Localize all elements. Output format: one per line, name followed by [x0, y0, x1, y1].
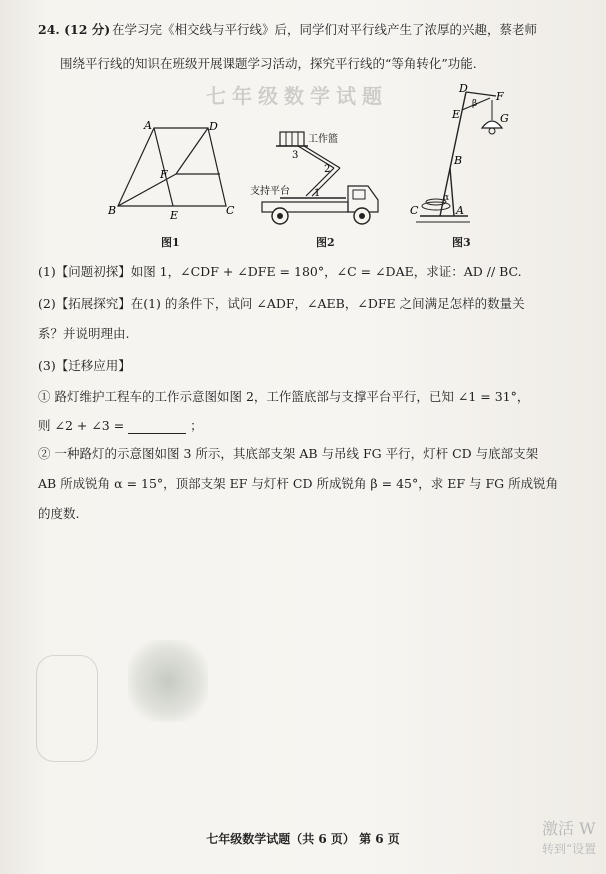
- question-3a-line2: [38, 418, 203, 434]
- problem-number: 24. (12 分): [38, 22, 111, 37]
- problem-intro-line1: 在学习完《相交线与平行线》后，同学们对平行线产生了浓厚的兴趣，蔡老师: [112, 22, 538, 37]
- page-stain-outline: [36, 655, 98, 762]
- page-footer: 七年级数学试题（共 6 页） 第 6 页: [206, 832, 400, 846]
- answer-blank[interactable]: [128, 421, 186, 434]
- question-3a-line1: ① 路灯维护工程车的工作示意图如图 2，工作篮底部与支撑平台平行，已知 ∠1 = 31°，: [38, 389, 530, 404]
- figure-3-caption: 图3: [452, 236, 471, 249]
- problem-intro-line2: 围绕平行线的知识在班级开展课题学习活动，探究平行线的“等角转化”功能.: [60, 56, 477, 71]
- fig1-label-E: E: [170, 209, 179, 222]
- fig1-label-F: F: [160, 168, 168, 181]
- figure-1: [108, 118, 238, 230]
- fig1-label-D: D: [209, 120, 218, 133]
- fig3-label-G: G: [500, 112, 509, 125]
- fig3-alpha: α: [443, 193, 450, 203]
- page-stain: [128, 640, 208, 722]
- figure-3: [410, 84, 510, 230]
- activation-watermark-line2: 转到“设置: [542, 842, 597, 856]
- fig3-label-D: D: [459, 84, 468, 95]
- fig3-beta: β: [472, 99, 478, 109]
- question-1: (1)【问题初探】如图 1，∠CDF + ∠DFE = 180°，∠C = ∠DAE，求证：AD // BC.: [38, 264, 522, 279]
- fig3-label-B: B: [454, 154, 463, 167]
- figure-2-caption: 图2: [316, 236, 335, 249]
- question-3b-line3: 的度数.: [38, 506, 80, 521]
- question-3a-suffix: ；: [190, 418, 203, 433]
- fig1-label-B: B: [108, 204, 117, 217]
- ghost-title: 七年级数学试题: [206, 84, 388, 108]
- fig1-label-A: A: [144, 119, 152, 132]
- fig3-label-A: A: [456, 204, 464, 217]
- fig3-label-E: E: [452, 108, 461, 121]
- fig2-platform-label: 支持平台: [250, 186, 290, 197]
- activation-watermark-line1: 激活 W: [542, 819, 596, 838]
- question-2-line2: 系？并说明理由.: [38, 326, 130, 341]
- question-3a-prefix: 则 ∠2 + ∠3 =: [38, 418, 125, 433]
- question-3-title: (3)【迁移应用】: [38, 358, 131, 373]
- fig1-label-C: C: [226, 204, 235, 217]
- figure-2: [250, 124, 386, 230]
- question-2-line1: (2)【拓展探究】在(1) 的条件下，试问 ∠ADF，∠AEB，∠DFE 之间满足怎样的数量关: [38, 296, 525, 311]
- fig2-angle-3: 3: [292, 150, 299, 161]
- fig3-label-C: C: [410, 204, 419, 217]
- question-3b-line1: ② 一种路灯的示意图如图 3 所示，其底部支架 AB 与吊线 FG 平行，灯杆 CD 与底部支架: [38, 446, 539, 461]
- fig2-basket-label: 工作篮: [308, 134, 338, 145]
- fig2-angle-2: 2: [324, 164, 331, 175]
- fig2-angle-1: 1: [314, 188, 321, 199]
- figure-1-caption: 图1: [161, 236, 180, 249]
- question-3b-line2: AB 所成锐角 α = 15°，顶部支架 EF 与灯杆 CD 所成锐角 β = 45°，求 EF 与 FG 所成锐角: [38, 476, 559, 491]
- fig3-label-F: F: [496, 90, 504, 103]
